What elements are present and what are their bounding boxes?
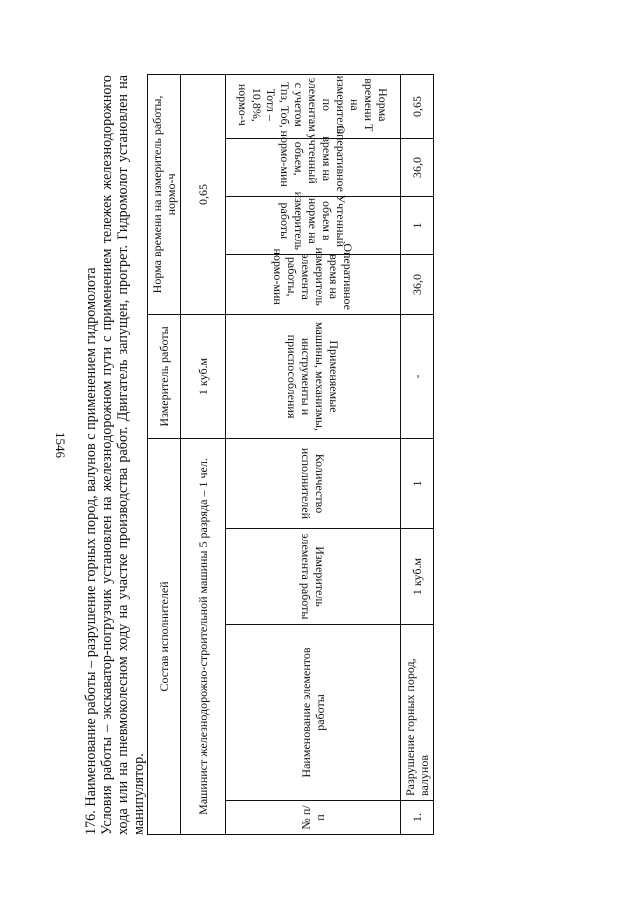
column-header-row — [226, 74, 401, 834]
norm-value: 0,65 — [181, 74, 226, 314]
row-volume: 1 — [401, 196, 434, 254]
rotated-content — [83, 75, 633, 835]
crew-header: Состав исполнителей — [148, 438, 181, 834]
row-name: Разрушение горных пород, валунов — [401, 625, 434, 801]
page-number: 1546 — [53, 432, 68, 458]
col-op-time-element-header: Оперативное время на измеритель элемента работы, нормо-мин — [226, 254, 401, 314]
unit-header: Измеритель работы — [148, 314, 181, 438]
row-workers: 1 — [401, 438, 434, 528]
row-element-unit: 1 куб.м — [401, 529, 434, 625]
row-op-time-element: 36,0 — [401, 254, 434, 314]
summary-header-row — [148, 74, 181, 834]
table-row — [401, 74, 434, 834]
intro-text — [83, 75, 147, 835]
work-conditions: Условия работы – экскаватор-погрузчик установлен на железнодорожном пути с применением тележек железнодорожного хода или на пневмоколесном ходу на участке производства работ. Двигатель запущен, прогрет. Гидромолот установлен на манипулятор. — [99, 75, 147, 835]
row-machines: - — [401, 314, 434, 438]
col-element-unit-header: Измеритель элемента работы — [226, 529, 401, 625]
col-norm-time-header: Норма времени Т на измеритель по элементам с учетом Тпз, Тоб, Тотл – 10,8%, нормо-ч — [226, 74, 401, 138]
col-volume-header: Учтенный объем в норме на измеритель работы — [226, 196, 401, 254]
work-heading: 176. Наименование работы – разрушение горных пород, валунов с применением гидромолота — [83, 267, 99, 835]
col-num-header: № п/п — [226, 801, 401, 835]
summary-value-row — [181, 74, 226, 834]
col-op-time-volume-header: Оперативное время на учтенный объем, нормо-мин — [226, 138, 401, 196]
row-num: 1. — [401, 801, 434, 835]
col-machines-header: Применяемые машины, механизмы, инструменты и приспособления — [226, 314, 401, 438]
unit-value: 1 куб.м — [181, 314, 226, 438]
norm-table — [147, 74, 434, 835]
row-op-time-volume: 36,0 — [401, 138, 434, 196]
row-norm-time: 0,65 — [401, 74, 434, 138]
col-name-header: Наименование элементов работы — [226, 625, 401, 801]
norm-header: Норма времени на измеритель работы, нормо-ч — [148, 74, 181, 314]
col-workers-header: Количество исполнителей — [226, 438, 401, 528]
crew-value: Машинист железнодорожно-строительной машины 5 разряда – 1 чел. — [181, 438, 226, 834]
